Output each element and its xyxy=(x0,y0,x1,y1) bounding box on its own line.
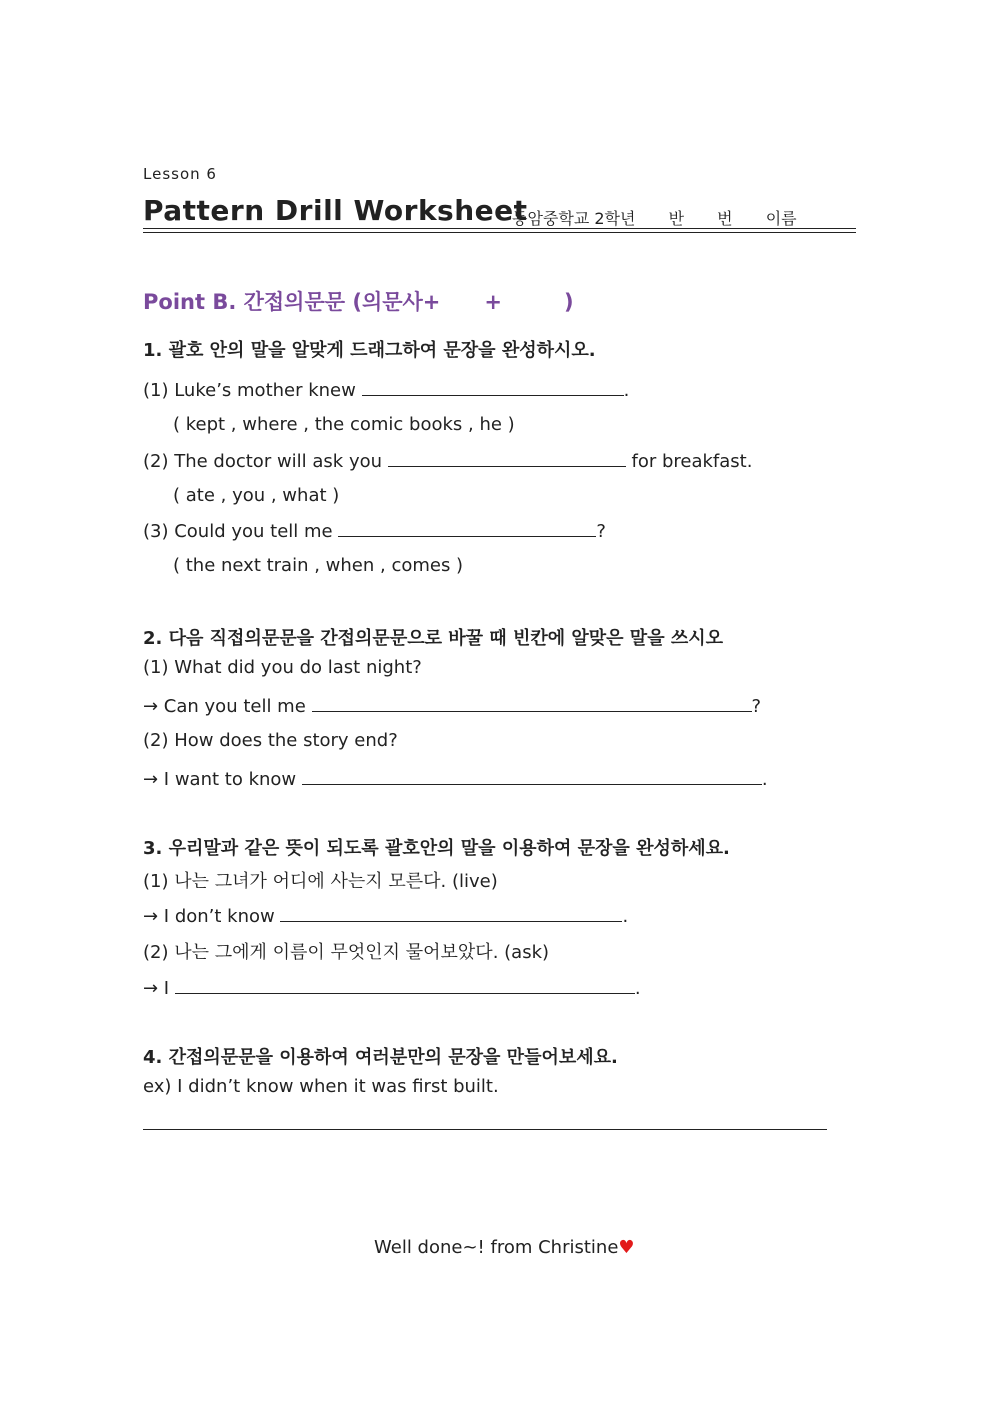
heart-icon: ♥ xyxy=(618,1237,635,1258)
school-grade: 동암중학교 2학년 xyxy=(512,209,636,228)
q3-item-1-input[interactable] xyxy=(280,903,622,922)
q1-item-1-suffix: . xyxy=(623,380,630,401)
q3-item-2-answer xyxy=(143,975,641,999)
footer-message xyxy=(374,1237,635,1258)
lesson-label: Lesson 6 xyxy=(143,165,217,183)
q1-item-2-prefix: (2) The doctor will ask you xyxy=(143,451,383,472)
q2-item-1-suffix: ? xyxy=(751,696,762,717)
q4-example: ex) I didn’t know when it was first built. xyxy=(143,1076,499,1097)
header-rule-top xyxy=(143,228,856,229)
q2-item-2-suffix: . xyxy=(761,769,768,790)
q2-item-2-input[interactable] xyxy=(302,766,762,785)
q1-item-2 xyxy=(143,450,752,472)
q2-item-2-question: (2) How does the story end? xyxy=(143,730,398,751)
point-close-paren: ) xyxy=(564,290,574,314)
point-label: Point B. 간접의문문 (의문사+ xyxy=(143,290,441,314)
q3-item-1-answer xyxy=(143,903,628,927)
footer-text: Well done~! from Christine xyxy=(374,1237,619,1258)
q1-item-1-prefix: (1) Luke’s mother knew xyxy=(143,380,356,401)
q2-item-2-prefix: → I want to know xyxy=(143,769,297,790)
q4-answer-line[interactable] xyxy=(143,1129,827,1130)
q1-item-3-hint: ( the next train , when , comes ) xyxy=(173,555,464,576)
q1-item-3-prefix: (3) Could you tell me xyxy=(143,521,333,542)
q1-item-1 xyxy=(143,379,629,401)
header-rule-bottom xyxy=(143,232,856,233)
q3-item-1-suffix: . xyxy=(622,906,629,927)
q3-item-1-question: (1) 나는 그녀가 어디에 사는지 모른다. (live) xyxy=(143,871,498,892)
q1-heading: 1. 괄호 안의 말을 알맞게 드래그하여 문장을 완성하시오. xyxy=(143,340,596,361)
q2-item-2-answer xyxy=(143,766,768,790)
q3-item-2-input[interactable] xyxy=(175,975,635,994)
class-label: 반 xyxy=(668,209,685,228)
number-label: 번 xyxy=(717,209,733,228)
q1-item-1-hint: ( kept , where , the comic books , he ) xyxy=(173,414,515,435)
student-info xyxy=(512,206,797,229)
q1-item-1-drop-zone[interactable] xyxy=(362,379,624,396)
point-heading xyxy=(143,286,574,316)
q1-item-2-suffix: for breakfast. xyxy=(631,451,753,472)
q4-heading: 4. 간접의문문을 이용하여 여러분만의 문장을 만들어보세요. xyxy=(143,1047,618,1068)
q1-item-3 xyxy=(143,520,606,542)
q1-item-3-suffix: ? xyxy=(596,521,606,542)
name-label: 이름 xyxy=(765,209,797,228)
q2-item-1-answer xyxy=(143,693,761,717)
q3-heading: 3. 우리말과 같은 뜻이 되도록 괄호안의 말을 이용하여 문장을 완성하세요. xyxy=(143,838,730,859)
point-plus: + xyxy=(484,290,503,314)
q3-item-2-question: (2) 나는 그에게 이름이 무엇인지 물어보았다. (ask) xyxy=(143,942,550,963)
q2-item-1-prefix: → Can you tell me xyxy=(143,696,306,717)
q1-item-2-drop-zone[interactable] xyxy=(388,450,626,467)
q3-item-2-suffix: . xyxy=(634,978,641,999)
worksheet-title: Pattern Drill Worksheet xyxy=(143,194,528,227)
q2-item-1-input[interactable] xyxy=(312,693,752,712)
q2-item-1-question: (1) What did you do last night? xyxy=(143,657,422,678)
q1-item-3-drop-zone[interactable] xyxy=(338,520,596,537)
q3-item-2-prefix: → I xyxy=(143,978,170,999)
q2-heading: 2. 다음 직접의문문을 간접의문문으로 바꿀 때 빈칸에 알맞은 말을 쓰시오 xyxy=(143,628,724,649)
q3-item-1-prefix: → I don’t know xyxy=(143,906,275,927)
q1-item-2-hint: ( ate , you , what ) xyxy=(173,485,340,506)
